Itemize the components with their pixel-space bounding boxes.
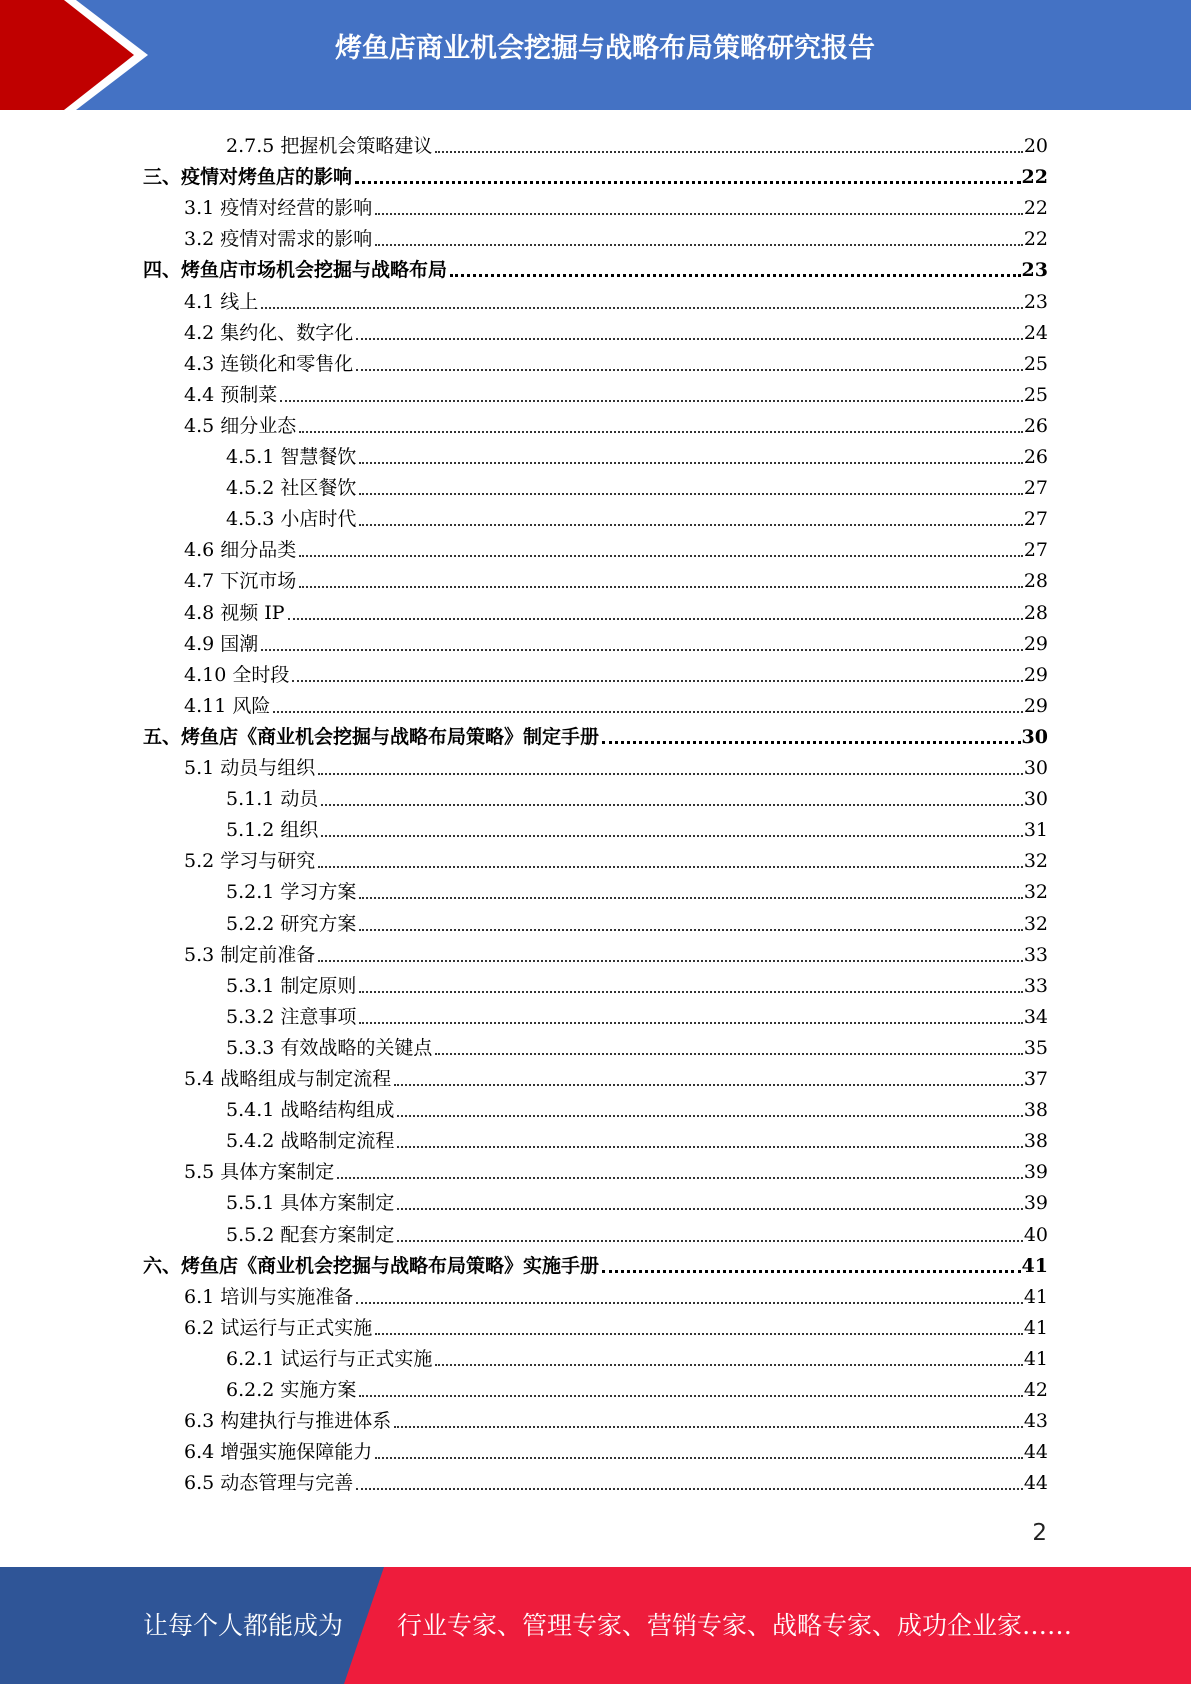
toc-entry-label: 2.7.5 把握机会策略建议	[226, 135, 433, 157]
toc-entry[interactable]	[226, 1029, 1048, 1060]
toc-entry[interactable]	[184, 531, 1048, 562]
toc-entry[interactable]	[226, 127, 1048, 158]
toc-dot-leader	[397, 1208, 1022, 1210]
toc-entry-label: 4.3 连锁化和零售化	[184, 352, 354, 375]
toc-dot-leader	[450, 274, 1021, 277]
toc-entry-page: 29	[1023, 663, 1048, 686]
toc-dot-leader	[359, 1395, 1022, 1397]
toc-entry-label: 5.4.1 战略结构组成	[226, 1099, 395, 1122]
toc-entry-page: 27	[1023, 477, 1048, 500]
toc-dot-leader	[355, 181, 1021, 184]
toc-dot-leader	[375, 1333, 1023, 1335]
toc-dot-leader	[359, 493, 1022, 495]
toc-entry[interactable]	[184, 1278, 1048, 1309]
toc-entry-label: 5.2.1 学习方案	[226, 881, 357, 904]
toc-entry-label: 6.2 试运行与正式实施	[184, 1316, 373, 1339]
toc-entry-page: 32	[1023, 912, 1048, 935]
toc-dot-leader	[397, 1146, 1022, 1148]
toc-entry-page: 22	[1021, 166, 1048, 189]
toc-entry[interactable]	[226, 1184, 1048, 1215]
toc-entry-page: 27	[1023, 539, 1048, 562]
toc-dot-leader	[435, 1053, 1022, 1055]
toc-entry-page: 33	[1023, 943, 1048, 966]
toc-entry-label: 五、烤鱼店《商业机会挖掘与战略布局策略》制定手册	[143, 725, 600, 748]
page-header	[0, 0, 1191, 110]
toc-entry-page: 41	[1021, 1254, 1048, 1277]
toc-entry[interactable]	[226, 438, 1048, 469]
toc-dot-leader	[602, 741, 1021, 744]
toc-entry-label: 六、烤鱼店《商业机会挖掘与战略布局策略》实施手册	[143, 1254, 600, 1277]
toc-entry-label: 6.4 增强实施保障能力	[184, 1441, 373, 1464]
toc-dot-leader	[356, 1302, 1023, 1304]
toc-entry-label: 5.4.2 战略制定流程	[226, 1130, 395, 1153]
toc-dot-leader	[318, 960, 1023, 962]
toc-dot-leader	[299, 431, 1023, 433]
document-title: 烤鱼店商业机会挖掘与战略布局策略研究报告	[335, 33, 875, 64]
toc-entry-label: 5.1.2 组织	[226, 819, 319, 842]
toc-entry-label: 6.3 构建执行与推进体系	[184, 1410, 392, 1433]
toc-dot-leader	[318, 773, 1023, 775]
toc-entry-label: 5.2 学习与研究	[184, 850, 316, 873]
page-number: 2	[1032, 1520, 1047, 1546]
toc-entry-page: 26	[1023, 414, 1048, 437]
toc-entry-page: 41	[1023, 1285, 1048, 1308]
toc-entry[interactable]	[184, 1433, 1048, 1464]
toc-entry[interactable]	[184, 594, 1048, 625]
toc-dot-leader	[261, 307, 1023, 309]
toc-dot-leader	[394, 1084, 1023, 1086]
toc-entry[interactable]	[143, 158, 1048, 189]
toc-entry-page: 39	[1023, 1192, 1048, 1215]
toc-entry[interactable]	[226, 469, 1048, 500]
toc-entry[interactable]	[226, 873, 1048, 904]
toc-entry-page: 26	[1023, 446, 1048, 468]
toc-entry-page: 30	[1023, 788, 1048, 811]
toc-entry[interactable]	[184, 314, 1048, 345]
toc-entry-page: 31	[1023, 819, 1048, 842]
toc-entry-label: 四、烤鱼店市场机会挖掘与战略布局	[143, 259, 448, 282]
toc-entry[interactable]	[184, 220, 1048, 251]
toc-entry-label: 6.5 动态管理与完善	[184, 1472, 354, 1495]
toc-entry-label: 5.3.3 有效战略的关键点	[226, 1036, 433, 1059]
toc-entry-page: 22	[1023, 228, 1048, 251]
toc-dot-leader	[359, 929, 1022, 931]
toc-entry[interactable]	[226, 1216, 1048, 1247]
toc-entry-page: 28	[1023, 570, 1048, 593]
toc-entry[interactable]	[226, 905, 1048, 936]
toc-entry-label: 4.11 风险	[184, 694, 271, 717]
toc-dot-leader	[321, 835, 1022, 837]
toc-entry-page: 44	[1023, 1472, 1048, 1495]
toc-entry-page: 20	[1023, 135, 1048, 157]
toc-entry-page: 29	[1023, 632, 1048, 655]
toc-entry-label: 5.3.1 制定原则	[226, 974, 357, 997]
toc-entry-page: 29	[1023, 694, 1048, 717]
toc-entry[interactable]	[226, 1122, 1048, 1153]
toc-entry-label: 6.1 培训与实施准备	[184, 1285, 354, 1308]
toc-entry-page: 43	[1023, 1410, 1048, 1433]
toc-entry-label: 5.3 制定前准备	[184, 943, 316, 966]
toc-dot-leader	[299, 555, 1023, 557]
toc-entry-page: 44	[1023, 1441, 1048, 1464]
toc-entry-label: 5.4 战略组成与制定流程	[184, 1068, 392, 1090]
toc-dot-leader	[318, 866, 1023, 868]
toc-entry-label: 6.2.1 试运行与正式实施	[226, 1347, 433, 1370]
toc-entry-label: 3.1 疫情对经营的影响	[184, 197, 373, 220]
toc-entry-page: 39	[1023, 1161, 1048, 1184]
toc-entry-label: 6.2.2 实施方案	[226, 1379, 357, 1401]
toc-entry[interactable]	[184, 1402, 1048, 1433]
toc-entry-label: 4.10 全时段	[184, 663, 290, 686]
toc-entry[interactable]	[184, 189, 1048, 220]
toc-entry-label: 5.5 具体方案制定	[184, 1161, 335, 1184]
toc-entry[interactable]	[184, 656, 1048, 687]
toc-dot-leader	[280, 400, 1023, 402]
toc-entry[interactable]	[184, 562, 1048, 593]
toc-entry-label: 5.5.2 配套方案制定	[226, 1223, 395, 1246]
toc-entry[interactable]	[184, 936, 1048, 967]
toc-dot-leader	[397, 1240, 1022, 1242]
toc-entry-label: 3.2 疫情对需求的影响	[184, 228, 373, 251]
toc-entry[interactable]	[226, 500, 1048, 531]
toc-entry-page: 24	[1023, 321, 1048, 344]
toc-entry-page: 42	[1023, 1379, 1048, 1401]
toc-entry[interactable]	[184, 1309, 1048, 1340]
toc-entry-page: 41	[1023, 1347, 1048, 1370]
toc-entry-page: 27	[1023, 508, 1048, 531]
page-footer	[0, 1567, 1191, 1684]
toc-entry-page: 41	[1023, 1316, 1048, 1339]
toc-entry[interactable]	[184, 1153, 1048, 1184]
toc-entry[interactable]	[226, 967, 1048, 998]
toc-entry[interactable]	[226, 1371, 1048, 1402]
toc-dot-leader	[321, 804, 1022, 806]
toc-entry-page: 34	[1023, 1005, 1048, 1028]
toc-entry-page: 30	[1021, 725, 1048, 748]
toc-entry-label: 4.8 视频 IP	[184, 601, 285, 624]
toc-entry-label: 三、疫情对烤鱼店的影响	[143, 166, 353, 189]
toc-dot-leader	[375, 1457, 1023, 1459]
toc-entry-page: 22	[1023, 197, 1048, 220]
footer-slogan-left: 让每个人都能成为	[143, 1611, 344, 1640]
toc-dot-leader	[359, 462, 1022, 464]
toc-entry-page: 32	[1023, 881, 1048, 904]
toc-entry[interactable]	[226, 780, 1048, 811]
toc-dot-leader	[356, 369, 1023, 371]
toc-dot-leader	[273, 711, 1022, 713]
toc-dot-leader	[299, 586, 1023, 588]
toc-entry[interactable]	[226, 1091, 1048, 1122]
toc-entry-label: 4.5 细分业态	[184, 414, 297, 437]
toc-entry[interactable]	[184, 1060, 1048, 1091]
toc-entry-label: 4.5.1 智慧餐饮	[226, 446, 357, 468]
toc-dot-leader	[359, 897, 1022, 899]
toc-entry-label: 4.2 集约化、数字化	[184, 321, 354, 344]
toc-dot-leader	[375, 244, 1023, 246]
toc-entry-label: 4.6 细分品类	[184, 539, 297, 562]
toc-entry-label: 4.5.3 小店时代	[226, 508, 357, 531]
toc-entry[interactable]	[184, 749, 1048, 780]
toc-entry-page: 38	[1023, 1099, 1048, 1122]
toc-entry[interactable]	[143, 251, 1048, 282]
toc-entry-page: 37	[1023, 1068, 1048, 1090]
toc-dot-leader	[356, 1488, 1023, 1490]
toc-dot-leader	[602, 1270, 1021, 1273]
toc-entry-page: 25	[1023, 352, 1048, 375]
toc-entry[interactable]	[143, 1247, 1048, 1278]
toc-dot-leader	[435, 1364, 1022, 1366]
toc-entry-label: 4.4 预制菜	[184, 383, 278, 406]
toc-dot-leader	[288, 618, 1023, 620]
toc-entry[interactable]	[184, 1464, 1048, 1495]
toc-entry[interactable]	[143, 718, 1048, 749]
toc-entry-label: 5.1.1 动员	[226, 788, 319, 811]
toc-dot-leader	[375, 213, 1023, 215]
toc-entry-page: 35	[1023, 1036, 1048, 1059]
toc-dot-leader	[394, 1426, 1023, 1428]
toc-dot-leader	[359, 991, 1022, 993]
toc-entry-label: 4.9 国潮	[184, 632, 259, 655]
toc-entry[interactable]	[184, 842, 1048, 873]
toc-entry[interactable]	[184, 345, 1048, 376]
toc-dot-leader	[397, 1115, 1022, 1117]
toc-entry-page: 33	[1023, 974, 1048, 997]
toc-entry[interactable]	[184, 376, 1048, 407]
toc-entry-label: 5.2.2 研究方案	[226, 912, 357, 935]
toc-entry-label: 5.3.2 注意事项	[226, 1005, 357, 1028]
toc-entry[interactable]	[184, 283, 1048, 314]
toc-entry[interactable]	[184, 407, 1048, 438]
toc-entry-page: 32	[1023, 850, 1048, 873]
toc-entry-page: 28	[1023, 601, 1048, 624]
toc-entry-label: 5.1 动员与组织	[184, 757, 316, 779]
toc-entry-page: 25	[1023, 383, 1048, 406]
toc-entry-label: 4.1 线上	[184, 290, 259, 313]
toc-entry-page: 23	[1023, 290, 1048, 313]
toc-entry-page: 38	[1023, 1130, 1048, 1153]
toc-entry-label: 4.7 下沉市场	[184, 570, 297, 593]
toc-dot-leader	[359, 524, 1022, 526]
toc-entry[interactable]	[226, 811, 1048, 842]
toc-dot-leader	[435, 151, 1022, 153]
toc-entry[interactable]	[184, 625, 1048, 656]
toc-dot-leader	[292, 680, 1022, 682]
toc-dot-leader	[359, 1022, 1022, 1024]
toc-entry[interactable]	[184, 687, 1048, 718]
footer-slogan-right: 行业专家、管理专家、营销专家、战略专家、成功企业家……	[397, 1611, 1073, 1640]
toc-entry-page: 23	[1021, 259, 1048, 282]
toc-dot-leader	[337, 1177, 1023, 1179]
toc-entry[interactable]	[226, 998, 1048, 1029]
toc-entry-page: 30	[1023, 757, 1048, 779]
toc-dot-leader	[356, 338, 1023, 340]
toc-entry-label: 4.5.2 社区餐饮	[226, 477, 357, 500]
toc-entry-page: 40	[1023, 1223, 1048, 1246]
toc-dot-leader	[261, 649, 1023, 651]
toc-entry-label: 5.5.1 具体方案制定	[226, 1192, 395, 1215]
toc-entry[interactable]	[226, 1340, 1048, 1371]
